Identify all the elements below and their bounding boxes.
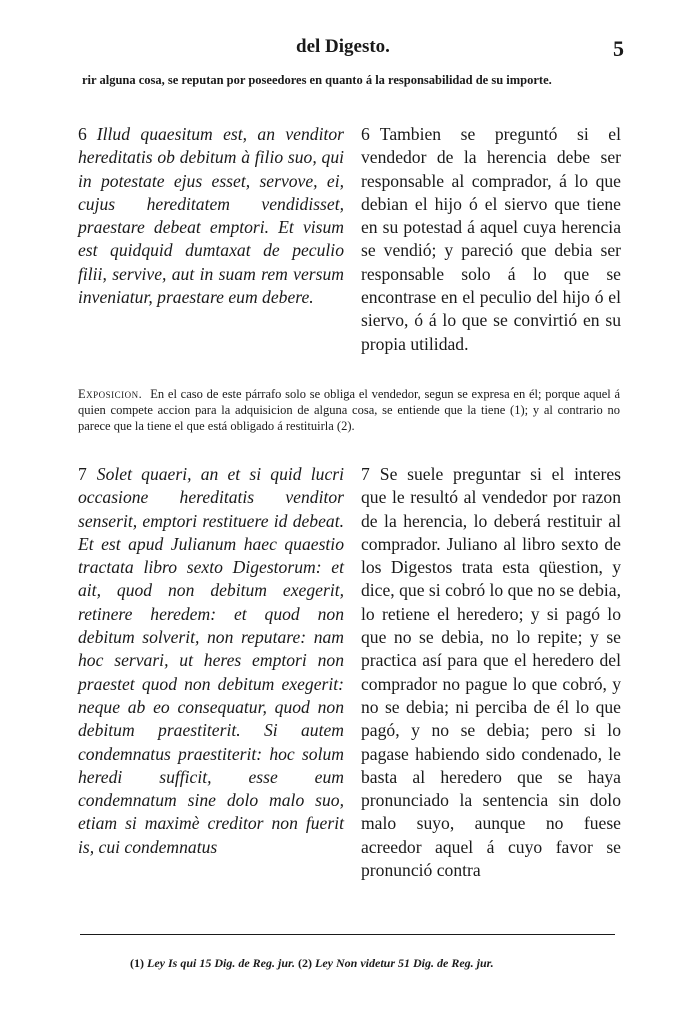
page-number: 5 [613,36,624,61]
footnote-1-number: (1) [130,956,144,970]
footnotes [130,955,610,971]
footnote-divider [80,934,615,935]
latin-text: Solet quaeri, an et si quid lucri occasione hereditatis venditor senserit, emptori restituere id debeat. Et est apud Julianum haec quaestio tractata libro sexto Digestorum: et ait, quod non debitum exegerit, retinere heredem: et quod non debitum solverit, non reputare: nam hoc servari, ut heres emptori non praestet quod non debitum exegerit: neque ab eo consequatur, quod non debitum praestiterit. Si autem condemnatus praestiterit: hoc solum heredi sufficit, esse eum condemnatum sine dolo malo suo, etiam si maximè creditor non fuerit is, cui condemnatus [78,464,344,857]
footnote-2-number: (2) [298,956,313,970]
continuation-text: rir alguna cosa, se reputan por poseedores en quanto á la responsabilidad de su importe. [82,73,552,87]
spanish-text: Tambien se preguntó si el vendedor de la herencia debe ser responsable al comprador, á lo que debian el hijo ó el siervo que tiene en su potestad á aquel cuya herencia se vendió; y pareció que debia ser responsable solo á lo que se encontrase en el peculio del hijo ó el siervo, ó á lo que se convirtió en su propia utilidad. [361,124,621,354]
exposicion-label: Exposicion. [78,387,143,401]
paragraph-number: 7 [361,464,370,484]
latin-text: Illud quaesitum est, an venditor hereditatis ob debitum à filio suo, qui in potestate ejus esset, servove, ei, cujus hereditatem vendidisset, praestare debeat emptori. Et visum est quidquid dumtaxat de peculio filii, servive, aut in suam rem versum inveniatur, praestare eum debere. [78,124,344,308]
spanish-paragraph-6 [361,123,621,356]
exposicion-note [78,386,620,434]
paragraph-number: 6 [78,124,87,144]
footnote-1-text: Ley Is qui 15 Dig. de Reg. jur. [147,956,296,970]
paragraph-number: 7 [78,464,87,484]
spanish-paragraph-7 [361,463,621,882]
footnote-2-text: Ley Non videtur 51 Dig. de Reg. jur. [315,956,494,970]
running-title: del Digesto. [296,36,390,57]
paragraph-number: 6 [361,124,370,144]
exposicion-text: En el caso de este párrafo solo se obliga el vendedor, segun se expresa en él; porque aquel á quien compete accion para la adquisicion de alguna cosa, se entiende que la tiene (1); y al contrario no parece que la tiene el que está obligado á restituirla (2). [78,387,620,433]
latin-paragraph-6 [78,123,344,309]
spanish-text: Se suele preguntar si el interes que le resultó al vendedor por razon de la herencia, lo deberá restituir al comprador. Juliano al libro sexto de los Digestos trata esta qüestion, y dice, que si cobró lo que no se debia, lo retiene el heredero; y si pagó lo que no se debia, no lo repite; y se practica así para que el heredero del comprador no pague lo que cobró, y no se debia; ni perciba de él lo que pagó, y no se debia; pero si lo pagase habiendo sido condenado, le basta al heredero que se haya pronunciado la sentencia sin dolo malo suyo, aunque no fuese acreedor aquel á cuyo favor se pronunció contra [361,464,621,881]
running-header [0,36,682,66]
latin-paragraph-7 [78,463,344,859]
